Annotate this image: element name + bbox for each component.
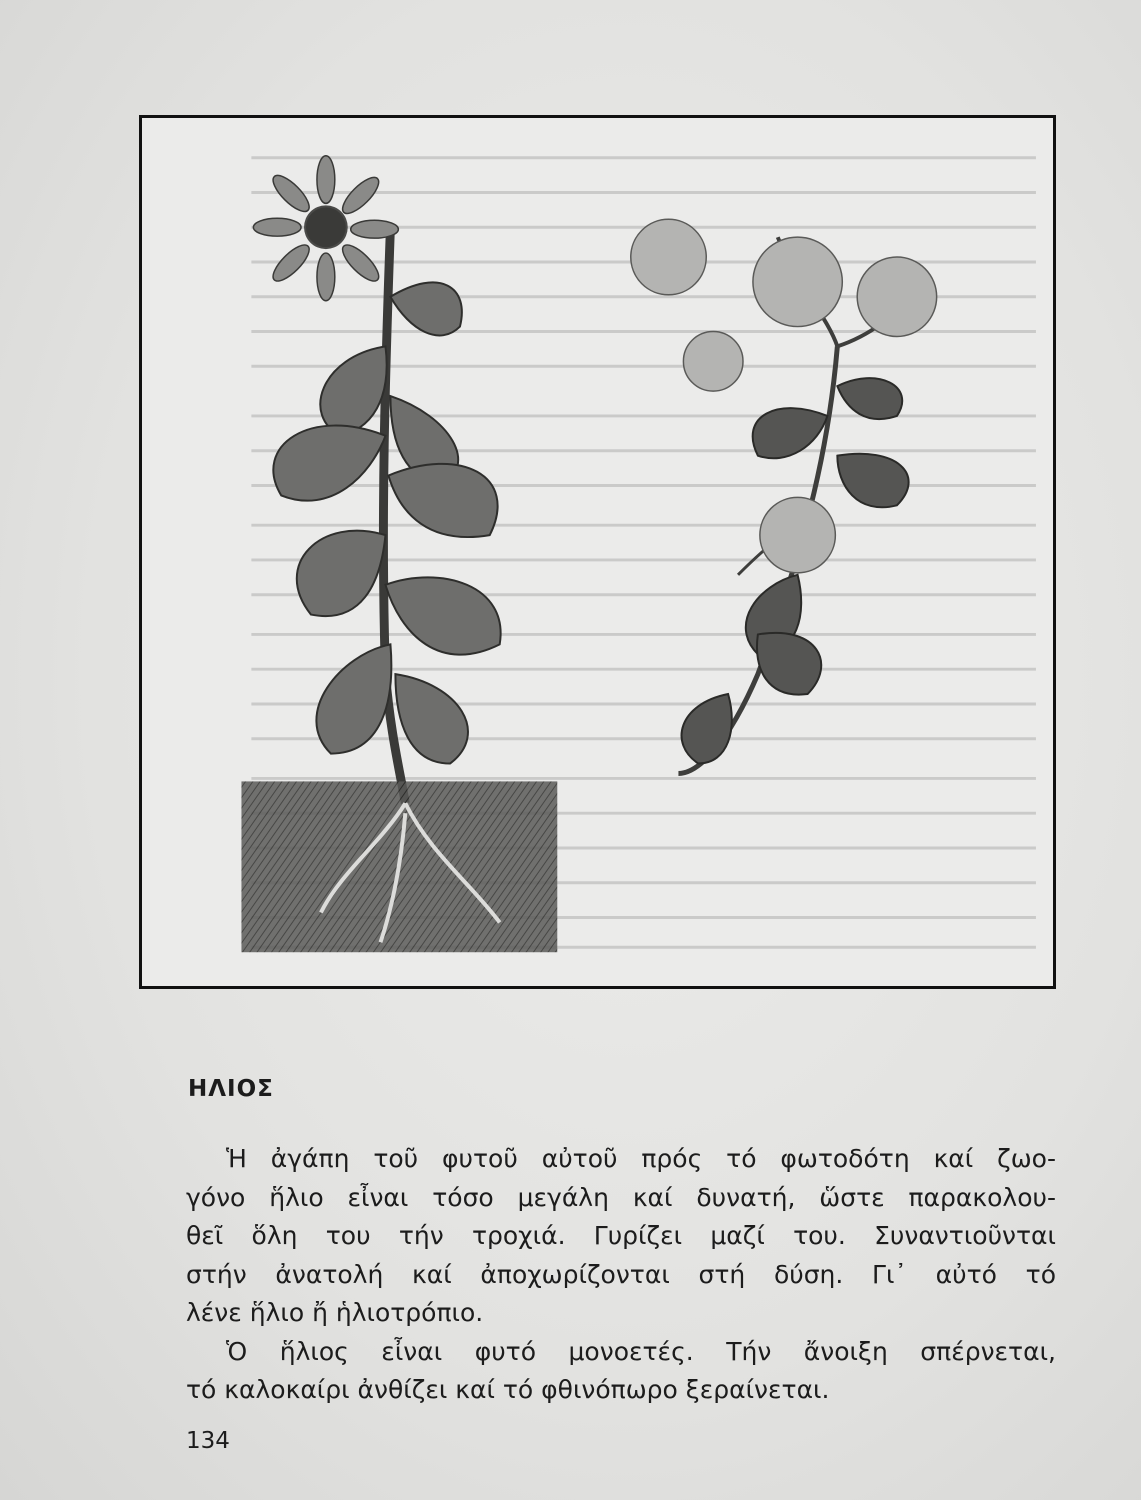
text-line: Ὁ ἥλιος εἶναι φυτό μονοετές. Τήν ἄνοιξη σπέρνεται, (226, 1336, 1056, 1366)
botanical-illustration (139, 115, 1056, 989)
text-line: γόνο ἥλιο εἶναι τόσο μεγάλη καί δυνατή, ὥστε παρακολου- (186, 1182, 1056, 1212)
text-line: στήν ἀνατολή καί ἀποχωρίζονται στή δύση. Γι᾽ αὐτό τό (186, 1259, 1056, 1289)
text-line: λένε ἥλιο ἤ ἡλιοτρόπιο. (186, 1298, 484, 1327)
root-soil-block (241, 781, 557, 952)
sunflower-head (253, 156, 398, 301)
chrysanthemum-plant (631, 219, 937, 773)
text-line: Ἡ ἀγάπη τοῦ φυτοῦ αὐτοῦ πρός τό φωτοδότη καί ζωο- (226, 1144, 1056, 1173)
paragraph-1 (186, 1140, 1056, 1410)
section-heading: ΗΛΙΟΣ (188, 1076, 274, 1102)
text-line: θεῖ ὅλη του τήν τροχιά. Γυρίζει μαζί του. Συναντιοῦνται (186, 1221, 1056, 1250)
page-number: 134 (186, 1428, 230, 1454)
text-line: τό καλοκαίρι ἀνθίζει καί τό φθινόπωρο ξεραίνεται. (186, 1375, 830, 1404)
sunflower-plant (253, 156, 500, 804)
